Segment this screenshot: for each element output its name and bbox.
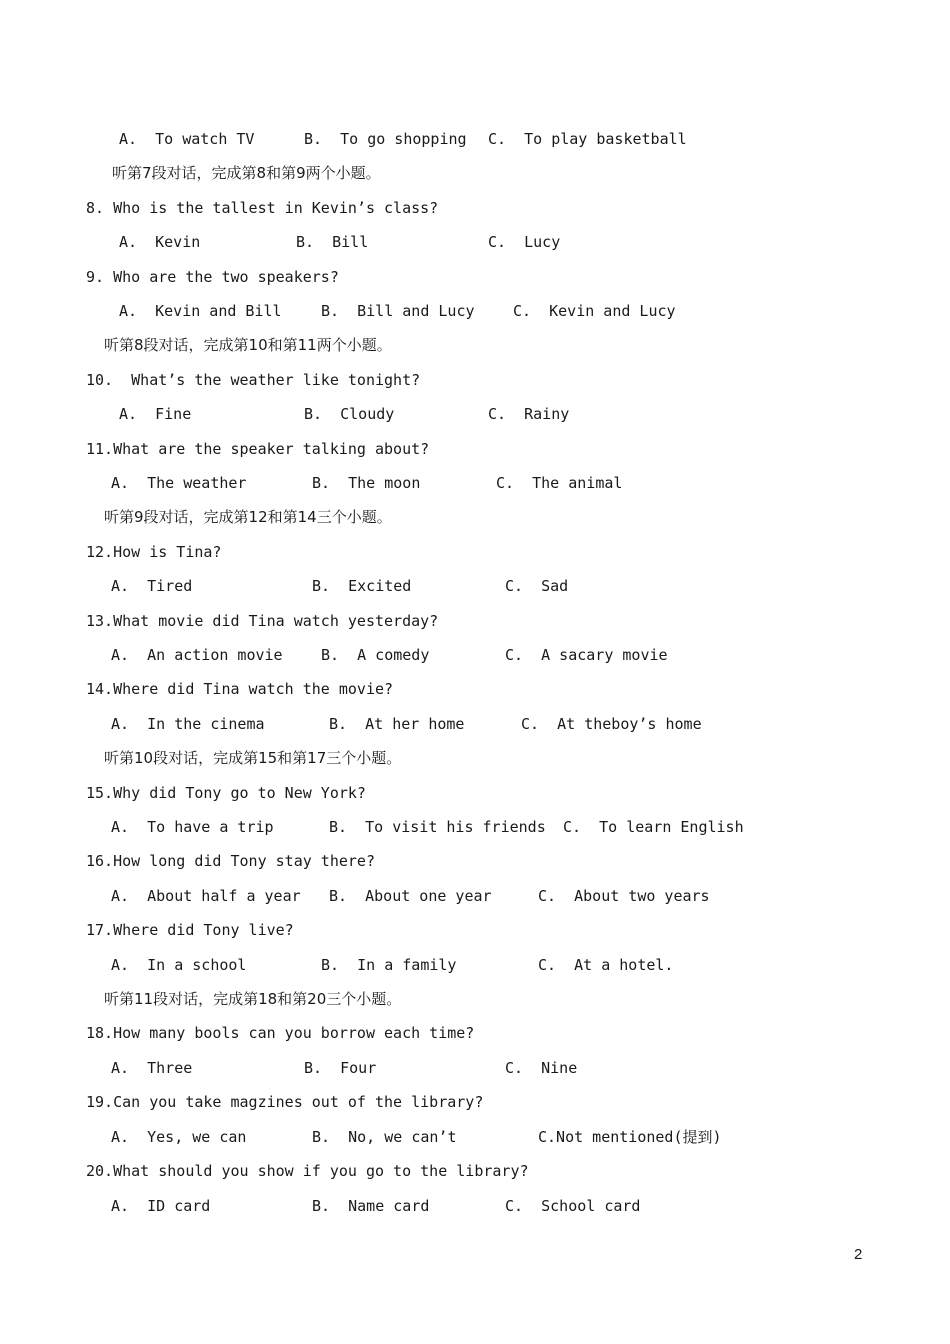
q13-option-a: A. An action movie <box>111 646 283 664</box>
q9-option-c: C. Kevin and Lucy <box>513 302 676 320</box>
q11-stem: 11.What are the speaker talking about? <box>86 440 430 458</box>
q14-stem: 14.Where did Tina watch the movie? <box>86 680 394 698</box>
q12-option-a: A. Tired <box>111 577 193 595</box>
q17-option-b: B. In a family <box>321 956 457 974</box>
q19-stem: 19.Can you take magzines out of the library? <box>86 1093 484 1111</box>
q19-option-b: B. No, we can’t <box>312 1128 457 1146</box>
section-10-instruction: 听第10段对话，完成第15和第17三个小题。 <box>104 749 402 767</box>
q20-stem: 20.What should you show if you go to the library? <box>86 1162 529 1180</box>
q7-option-b: B. To go shopping <box>304 130 467 148</box>
q8-option-a: A. Kevin <box>119 233 201 251</box>
q11-option-a: A. The weather <box>111 474 247 492</box>
q18-option-a: A. Three <box>111 1059 193 1077</box>
section-8-instruction: 听第8段对话，完成第10和第11两个小题。 <box>104 336 392 354</box>
q16-option-c: C. About two years <box>538 887 710 905</box>
q13-option-c: C. A sacary movie <box>505 646 668 664</box>
q20-option-a: A. ID card <box>111 1197 211 1215</box>
q18-stem: 18.How many bools can you borrow each time? <box>86 1024 475 1042</box>
q10-option-c: C. Rainy <box>488 405 570 423</box>
q16-stem: 16.How long did Tony stay there? <box>86 852 375 870</box>
q15-option-c: C. To learn English <box>563 818 744 836</box>
q16-option-b: B. About one year <box>329 887 492 905</box>
q8-option-b: B. Bill <box>296 233 369 251</box>
q12-stem: 12.How is Tina? <box>86 543 222 561</box>
q20-option-c: C. School card <box>505 1197 641 1215</box>
q9-stem: 9. Who are the two speakers? <box>86 268 339 286</box>
q13-option-b: B. A comedy <box>321 646 430 664</box>
q15-stem: 15.Why did Tony go to New York? <box>86 784 366 802</box>
q17-option-a: A. In a school <box>111 956 247 974</box>
q12-option-c: C. Sad <box>505 577 569 595</box>
q13-stem: 13.What movie did Tina watch yesterday? <box>86 612 439 630</box>
q7-option-a: A. To watch TV <box>119 130 255 148</box>
q7-option-c: C. To play basketball <box>488 130 687 148</box>
q11-option-b: B. The moon <box>312 474 421 492</box>
q11-option-c: C. The animal <box>496 474 623 492</box>
q15-option-a: A. To have a trip <box>111 818 274 836</box>
q12-option-b: B. Excited <box>312 577 412 595</box>
q14-option-c: C. At theboy’s home <box>521 715 702 733</box>
section-9-instruction: 听第9段对话，完成第12和第14三个小题。 <box>104 508 392 526</box>
q14-option-b: B. At her home <box>329 715 465 733</box>
q20-option-b: B. Name card <box>312 1197 430 1215</box>
q8-option-c: C. Lucy <box>488 233 561 251</box>
q10-option-b: B. Cloudy <box>304 405 395 423</box>
q18-option-c: C. Nine <box>505 1059 578 1077</box>
page-number: 2 <box>854 1246 863 1263</box>
q9-option-b: B. Bill and Lucy <box>321 302 475 320</box>
q14-option-a: A. In the cinema <box>111 715 265 733</box>
q8-stem: 8. Who is the tallest in Kevin’s class? <box>86 199 439 217</box>
q17-stem: 17.Where did Tony live? <box>86 921 294 939</box>
q17-option-c: C. At a hotel. <box>538 956 674 974</box>
section-7-instruction: 听第7段对话，完成第8和第9两个小题。 <box>112 164 381 182</box>
section-11-instruction: 听第11段对话，完成第18和第20三个小题。 <box>104 990 402 1008</box>
q19-option-c: C.Not mentioned(提到) <box>538 1128 722 1146</box>
q10-stem: 10. What’s the weather like tonight? <box>86 371 421 389</box>
q10-option-a: A. Fine <box>119 405 192 423</box>
q15-option-b: B. To visit his friends <box>329 818 546 836</box>
q18-option-b: B. Four <box>304 1059 377 1077</box>
q19-option-a: A. Yes, we can <box>111 1128 247 1146</box>
q9-option-a: A. Kevin and Bill <box>119 302 282 320</box>
q16-option-a: A. About half a year <box>111 887 301 905</box>
